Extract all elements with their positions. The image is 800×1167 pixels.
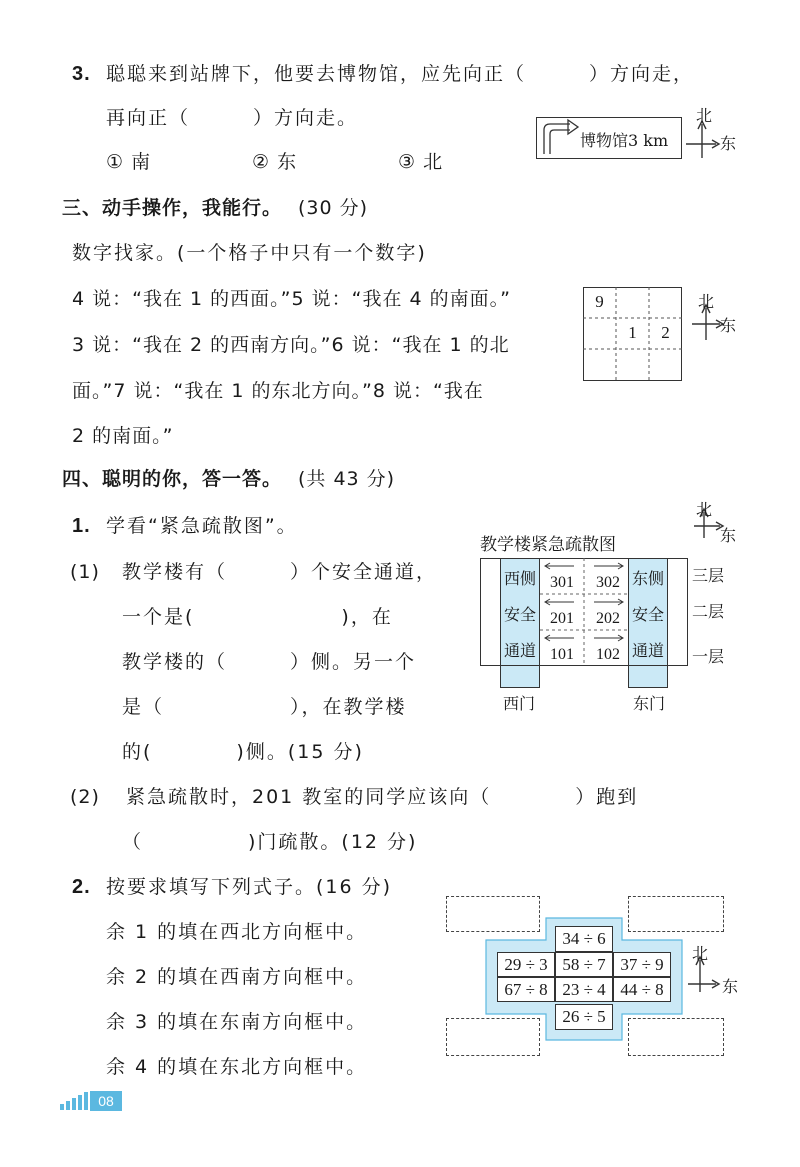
compass-north-label: 北	[696, 500, 714, 519]
q2-intro: 按要求填写下列式子。(16 分)	[106, 876, 393, 898]
west-channel-label-3: 通道	[503, 643, 536, 660]
q3-option-c: ③ 北	[398, 151, 444, 173]
east-gate-label: 东门	[633, 694, 666, 713]
expression-r2c3: 44 ÷ 8	[613, 977, 671, 1002]
section3-score: (30 分)	[298, 197, 369, 219]
q2-rule-1: 余 1 的填在西北方向框中。	[106, 921, 368, 943]
evacuation-map-title: 教学楼紧急疏散图	[480, 535, 616, 555]
grid-cell-r2c2: 1	[628, 323, 637, 342]
q3-line1: 聪聪来到站牌下，他要去博物馆，应先向正（ ）方向走，	[106, 63, 695, 85]
section3-line-4: 2 的南面。”	[72, 425, 174, 447]
compass-east-label: 东	[720, 134, 738, 153]
expression-top: 34 ÷ 6	[555, 926, 613, 952]
east-channel-label-2: 安全	[631, 607, 664, 624]
room-101: 101	[550, 646, 574, 663]
section4-title: 四、聪明的你，答一答。	[62, 468, 283, 490]
compass-north-label: 北	[696, 106, 714, 125]
compass-east-label: 东	[720, 316, 738, 335]
expression-r1c2: 58 ÷ 7	[555, 952, 613, 977]
q1-part1-line-2: 一个是( )，在	[122, 606, 393, 628]
floor-label-2: 二层	[692, 602, 725, 621]
section3-title: 三、动手操作，我能行。	[62, 197, 283, 219]
compass-north-label: 北	[692, 944, 710, 963]
floor-label-1: 一层	[692, 647, 725, 666]
west-channel-label-1: 西侧	[503, 571, 536, 588]
expression-r2c1: 67 ÷ 8	[497, 977, 555, 1002]
q3-option-b: ② 东	[252, 151, 298, 173]
q2-rule-2: 余 2 的填在西南方向框中。	[106, 966, 368, 988]
expression-r2c2: 23 ÷ 4	[555, 977, 613, 1002]
compass-north-label: 北	[698, 292, 716, 311]
grid-cell-r1c1: 9	[595, 292, 604, 311]
q1-part1-line-1: 教学楼有（ ）个安全通道，	[122, 561, 438, 583]
room-302: 302	[596, 574, 620, 591]
room-301: 301	[550, 574, 574, 591]
q1-number: 1.	[72, 515, 91, 537]
section3-subtitle: 数字找家。(一个格子中只有一个数字)	[72, 242, 427, 264]
west-channel-label-2: 安全	[503, 607, 536, 624]
q1-part2-line-2: （ )门疏散。(12 分)	[122, 831, 418, 853]
q1-part1-label: (1)	[70, 561, 100, 583]
room-102: 102	[596, 646, 620, 663]
section3-line-3: 面。”7 说：“我在 1 的东北方向。”8 说：“我在	[72, 380, 484, 402]
q1-part1-line-4: 是（ ），在教学楼	[122, 696, 407, 718]
q3-number: 3.	[72, 63, 91, 85]
east-channel-label-3: 通道	[631, 643, 664, 660]
turn-arrow-icon	[540, 120, 580, 156]
room-202: 202	[596, 610, 620, 627]
section3-line-2: 3 说：“我在 2 的西南方向。”6 说：“我在 1 的北	[72, 334, 510, 356]
q2-number: 2.	[72, 876, 91, 898]
grid-cell-r2c3: 2	[661, 323, 670, 342]
section3-line-1: 4 说：“我在 1 的西面。”5 说：“我在 4 的南面。”	[72, 288, 511, 310]
q1-part2-line-1: 紧急疏散时，201 教室的同学应该向（ ）跑到	[126, 786, 639, 808]
compass-east-label: 东	[720, 526, 738, 545]
west-gate-label: 西门	[503, 694, 536, 713]
q1-intro: 学看“紧急疏散图”。	[106, 515, 298, 537]
compass-east-label: 东	[722, 977, 740, 996]
q3-option-a: ① 南	[106, 151, 152, 173]
q3-line2: 再向正（ ）方向走。	[106, 107, 359, 129]
q1-part1-line-3: 教学楼的（ ）侧。另一个	[122, 651, 417, 673]
section4-score: (共 43 分)	[298, 468, 396, 490]
q2-rule-4: 余 4 的填在东北方向框中。	[106, 1056, 368, 1078]
page-bars-icon	[60, 1090, 92, 1112]
expression-bottom: 26 ÷ 5	[555, 1004, 613, 1030]
expression-r1c3: 37 ÷ 9	[613, 952, 671, 977]
expression-r1c1: 29 ÷ 3	[497, 952, 555, 977]
q1-part2-label: (2)	[70, 786, 100, 808]
q2-rule-3: 余 3 的填在东南方向框中。	[106, 1011, 368, 1033]
east-channel-label-1: 东侧	[631, 571, 664, 588]
room-201: 201	[550, 610, 574, 627]
floor-label-3: 三层	[692, 566, 725, 585]
museum-sign-text: 博物馆3 km	[580, 131, 669, 150]
q1-part1-line-5: 的( )侧。(15 分)	[122, 741, 364, 763]
page-number: 08	[90, 1091, 122, 1111]
